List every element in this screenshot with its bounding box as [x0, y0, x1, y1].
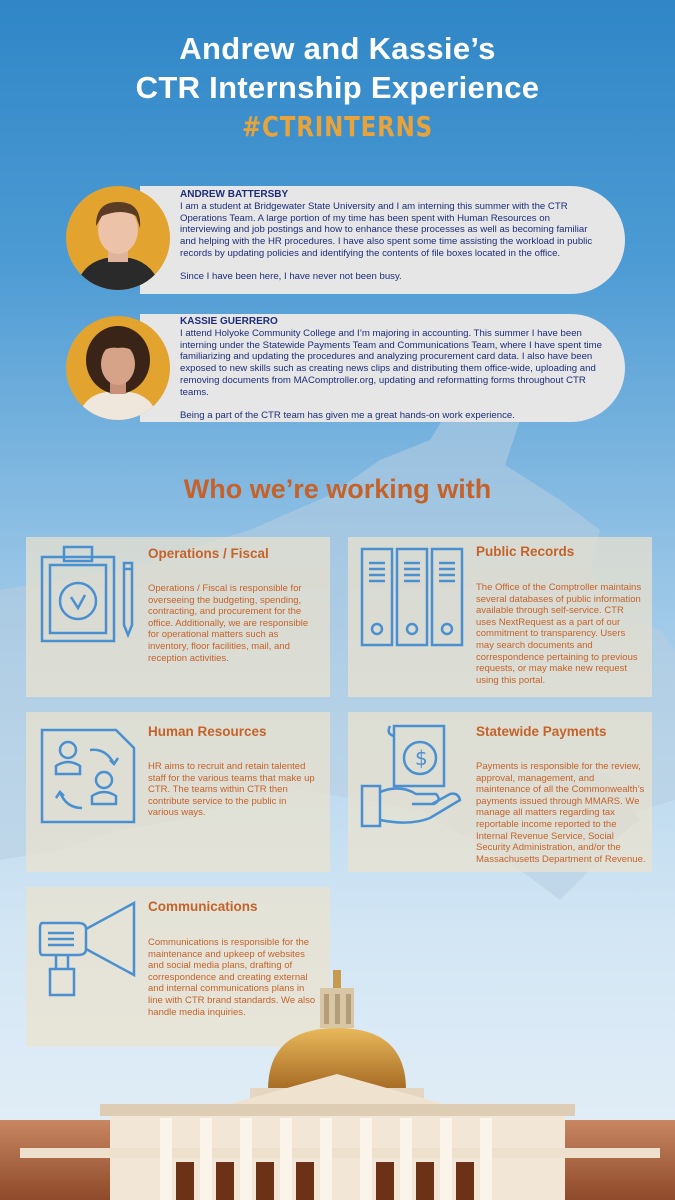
- profile-name: ANDREW BATTERSBY: [180, 189, 289, 200]
- team-title: Statewide Payments: [476, 724, 607, 739]
- team-description: HR aims to recruit and retain talented staff for the various teams that make up CTR. The teams within CTR then contribute service to the public in various ways.: [148, 761, 315, 819]
- profile-quote: Since I have been here, I have never not been busy.: [180, 270, 402, 282]
- hashtag: #CTRINTERNS: [241, 110, 433, 143]
- profile-card-andrew: [140, 186, 625, 294]
- avatar-kassie: [66, 316, 170, 420]
- profile-bio: I am a student at Bridgewater State University and I am interning this summer with the CTR Operations Team. A large portion of my time has been spent with Human Resources on interviewing and job postings and how to enhance these processes as well as becoming familiar and helping with the HR procedures. I have also spent some time assisting the workload in public records by updating policies and identifying the contents of file boxes located in the office.: [180, 200, 593, 259]
- team-title: Public Records: [476, 544, 575, 559]
- page-title-line1: Andrew and Kassie’s: [179, 31, 496, 66]
- team-description: Operations / Fiscal is responsible for overseeing the budgeting, spending, contracting, and procurement for the office. Additionally, we are responsible for operational matters such as inventory, floor facilities, mail, and reception activities.: [148, 583, 309, 664]
- team-card-statewide-payments: [348, 712, 652, 872]
- hand-money-icon: [360, 722, 464, 832]
- profile-card-kassie: [140, 314, 625, 422]
- profile-name: KASSIE GUERRERO: [180, 316, 278, 327]
- team-card-human-resources: [26, 712, 330, 872]
- team-card-public-records: [348, 537, 652, 697]
- state-house-building: [0, 970, 675, 1200]
- binders-icon: [360, 547, 464, 647]
- team-card-operations: [26, 537, 330, 697]
- team-title: Operations / Fiscal: [148, 546, 269, 561]
- team-description: The Office of the Comptroller maintains several databases of public information available through self-service. CTR uses NextRequest as a part of our commitment to transparency. Users may search documents and correspondence pertaining to previous requests, or may make new request using this portal.: [476, 582, 642, 686]
- profile-quote: Being a part of the CTR team has given me a great hands-on work experience.: [180, 409, 515, 421]
- people-exchange-icon: [38, 726, 138, 826]
- team-description: Payments is responsible for the review, approval, management, and maintenance of all the Commonwealth’s payments issued through MMARS. We manage all matters regarding tax reportable income reported to the Internal Revenue Service, Social Security Administration, and/or the Massachusetts Department of Revenue.: [476, 761, 646, 865]
- clipboard-check-icon: [38, 545, 138, 645]
- section-title: Who we’re working with: [183, 474, 492, 504]
- page-title-line2: CTR Internship Experience: [135, 70, 540, 105]
- svg-text:$: $: [415, 746, 428, 770]
- team-title: Communications: [148, 899, 258, 914]
- profile-bio: I attend Holyoke Community College and I’m majoring in accounting. This summer I have been interning under the Statewide Payments Team and Communications Team, where I have spent time familiarizing and updating the procedures and analyzing procurement card data. I also have been exposed to new skills such as creating news clips and distributing them office-wide, uploading and removing documents from MAComptroller.org, updating and reformatting forms throughout CTR teams.: [180, 327, 602, 398]
- avatar-andrew: [66, 186, 170, 290]
- team-description: Communications is responsible for the maintenance and upkeep of websites and social media plans, drafting of correspondence and creating external and internal communications plans in line with CTR brand standards. We also handle media inquiries.: [148, 937, 316, 1018]
- team-title: Human Resources: [148, 724, 267, 739]
